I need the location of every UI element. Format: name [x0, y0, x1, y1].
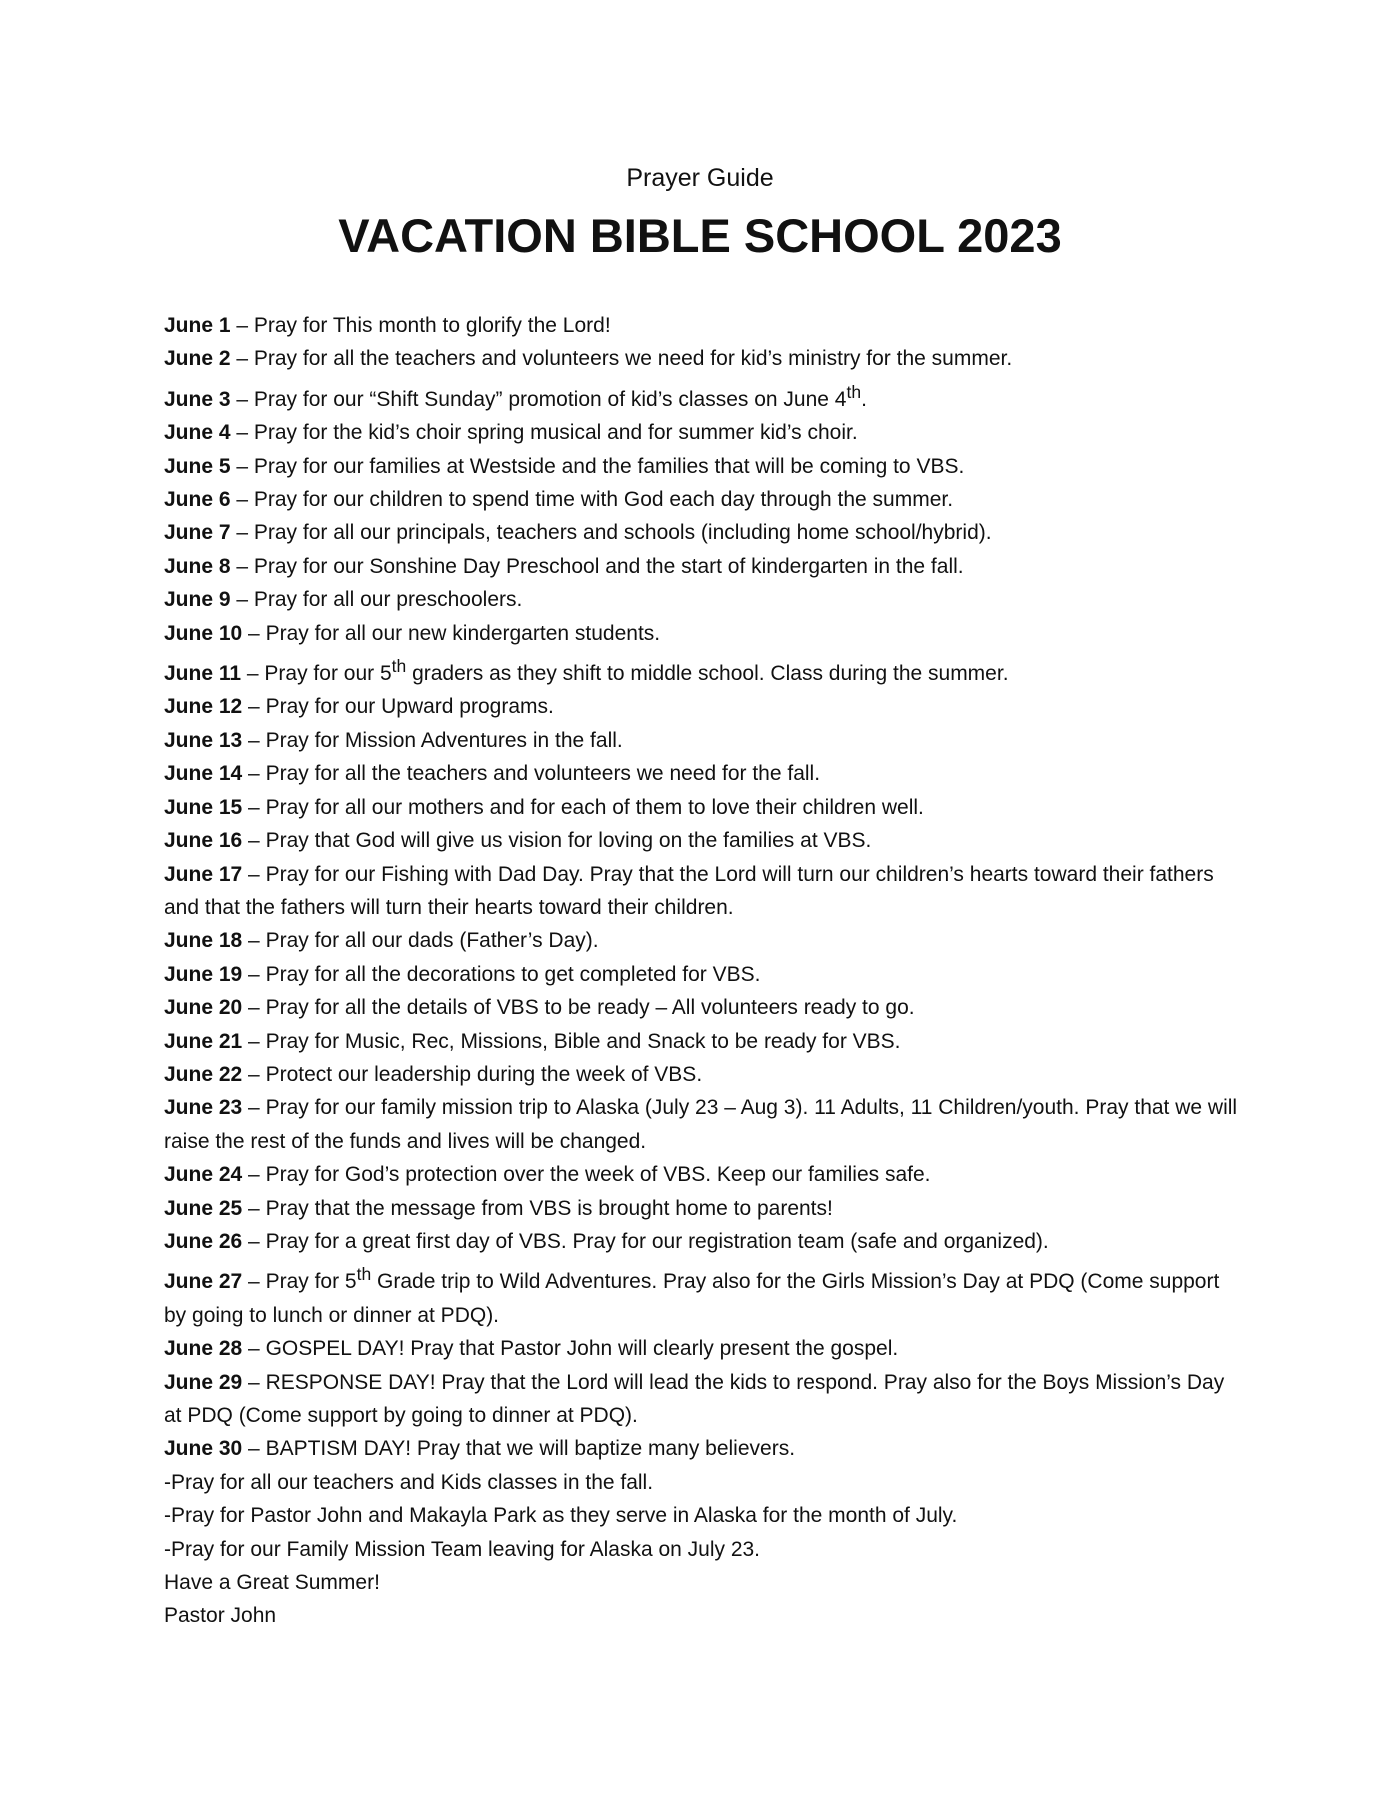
- entry-date: June 17: [164, 862, 243, 886]
- prayer-entry: [164, 858, 1244, 925]
- prayer-entry: [164, 550, 1244, 583]
- entry-date: June 27: [164, 1270, 243, 1294]
- entry-text: – Pray for all our dads (Father’s Day).: [242, 929, 599, 953]
- prayer-entry: [164, 958, 1244, 991]
- entry-text: – Pray for all our principals, teachers and schools (including home school/hybrid).: [230, 521, 992, 545]
- closing-line: Have a Great Summer!: [164, 1571, 380, 1595]
- entry-date: June 9: [164, 588, 231, 612]
- entry-date: June 19: [164, 962, 243, 986]
- entry-text: – Pray for This month to glorify the Lord!: [230, 314, 611, 337]
- entry-date: June 20: [164, 996, 243, 1020]
- entry-text: – Pray for all the teachers and volunteers we need for the fall.: [242, 762, 821, 786]
- entry-text: – Pray for our families at Westside and the families that will be coming to VBS.: [230, 454, 965, 478]
- prayer-entry: [164, 376, 1244, 416]
- prayer-list: [164, 309, 1244, 1633]
- prayer-entry: [164, 1332, 1244, 1365]
- document-subtitle: Prayer Guide: [626, 164, 774, 192]
- entry-date: June 2: [164, 347, 231, 371]
- prayer-entry: [164, 791, 1244, 824]
- daily-entries: [164, 309, 1244, 1466]
- entry-date: June 30: [164, 1437, 243, 1461]
- prayer-entry: [164, 1432, 1244, 1465]
- prayer-entry: [164, 724, 1244, 757]
- entry-text: – Pray for our Sonshine Day Preschool and the start of kindergarten in the fall.: [230, 554, 964, 578]
- prayer-entry: [164, 309, 1244, 342]
- entry-text: – RESPONSE DAY! Pray that the Lord will lead the kids to respond. Pray also for the Boys Mission’s Day at PDQ (Come support by going to dinner at PDQ).: [164, 1370, 1225, 1427]
- entry-date: June 15: [164, 795, 243, 819]
- prayer-entry: [164, 991, 1244, 1024]
- prayer-entry: [164, 516, 1244, 549]
- entry-text: – Pray for Mission Adventures in the fall.: [242, 728, 623, 752]
- entry-date: June 26: [164, 1229, 243, 1253]
- entry-date: June 13: [164, 728, 243, 752]
- entry-date: June 1: [164, 314, 231, 337]
- entry-date: June 29: [164, 1370, 243, 1394]
- entry-text: – Pray for our 5: [241, 662, 392, 686]
- prayer-note: -Pray for all our teachers and Kids classes in the fall.: [164, 1470, 654, 1494]
- entry-text: – Pray that the message from VBS is brought home to parents!: [242, 1196, 833, 1220]
- entry-date: June 25: [164, 1196, 243, 1220]
- entry-text: – Pray for God’s protection over the week of VBS. Keep our families safe.: [242, 1163, 931, 1187]
- entry-date: June 6: [164, 488, 231, 512]
- prayer-entry: [164, 1091, 1244, 1158]
- entry-text: – Pray for all our new kindergarten students.: [242, 621, 661, 645]
- entry-date: June 4: [164, 421, 231, 445]
- prayer-entry: [164, 1258, 1244, 1332]
- prayer-entry: [164, 342, 1244, 375]
- ordinal-suffix: th: [356, 1264, 372, 1285]
- entry-text: – Pray for Music, Rec, Missions, Bible and Snack to be ready for VBS.: [242, 1029, 901, 1053]
- entry-date: June 22: [164, 1062, 243, 1086]
- entry-date: June 14: [164, 762, 243, 786]
- entry-date: June 8: [164, 554, 231, 578]
- entry-text: – Pray for all the decorations to get completed for VBS.: [242, 962, 761, 986]
- prayer-entry: [164, 1366, 1244, 1433]
- prayer-entry: [164, 1158, 1244, 1191]
- prayer-entry: [164, 650, 1244, 690]
- prayer-entry: [164, 1192, 1244, 1225]
- entry-text: – Pray for our Fishing with Dad Day. Pray that the Lord will turn our children’s hearts toward their fathers and that the fathers will turn their hearts toward their children.: [164, 862, 1214, 919]
- signature: Pastor John: [164, 1604, 277, 1628]
- entry-date: June 3: [164, 387, 231, 411]
- ordinal-suffix: th: [846, 381, 862, 402]
- entry-date: June 24: [164, 1163, 243, 1187]
- prayer-entry: [164, 690, 1244, 723]
- entry-date: June 18: [164, 929, 243, 953]
- prayer-entry: [164, 1225, 1244, 1258]
- prayer-note: -Pray for our Family Mission Team leaving for Alaska on July 23.: [164, 1537, 761, 1561]
- entry-text: – Pray for all the teachers and volunteers we need for kid’s ministry for the summer.: [230, 347, 1013, 371]
- entry-text: – Pray for our Upward programs.: [242, 695, 554, 719]
- entry-date: June 5: [164, 454, 231, 478]
- document-title: VACATION BIBLE SCHOOL 2023: [338, 209, 1062, 262]
- entry-text: – Pray for our family mission trip to Alaska (July 23 – Aug 3). 11 Adults, 11 Children/youth. Pray that we will raise the rest of the funds and lives will be changed.: [164, 1096, 1238, 1153]
- entry-text: – Pray for all our mothers and for each of them to love their children well.: [242, 795, 924, 819]
- entry-text-continued: graders as they shift to middle school. Class during the summer.: [406, 662, 1009, 686]
- prayer-entry: [164, 450, 1244, 483]
- entry-text: – Pray for a great first day of VBS. Pray for our registration team (safe and organized).: [242, 1229, 1049, 1253]
- entry-text: – Pray for 5: [242, 1270, 357, 1294]
- prayer-entry: [164, 1025, 1244, 1058]
- prayer-entry: [164, 416, 1244, 449]
- prayer-entry: [164, 583, 1244, 616]
- prayer-entry: [164, 924, 1244, 957]
- entry-date: June 10: [164, 621, 243, 645]
- entry-text: – Pray for the kid’s choir spring musical and for summer kid’s choir.: [230, 421, 858, 445]
- entry-text: – Pray for all the details of VBS to be ready – All volunteers ready to go.: [242, 996, 915, 1020]
- entry-date: June 11: [164, 662, 242, 686]
- prayer-entry: [164, 617, 1244, 650]
- entry-text: – BAPTISM DAY! Pray that we will baptize many believers.: [242, 1437, 796, 1461]
- entry-date: June 23: [164, 1096, 243, 1120]
- entry-date: June 21: [164, 1029, 243, 1053]
- entry-text: – Protect our leadership during the week of VBS.: [242, 1062, 703, 1086]
- entry-text: – Pray for our “Shift Sunday” promotion of kid’s classes on June 4: [230, 387, 847, 411]
- prayer-entry: [164, 1058, 1244, 1091]
- entry-text-continued: .: [861, 387, 867, 411]
- entry-text: – GOSPEL DAY! Pray that Pastor John will clearly present the gospel.: [242, 1337, 899, 1361]
- entry-date: June 16: [164, 829, 243, 853]
- entry-date: June 7: [164, 521, 231, 545]
- entry-text-continued: Grade trip to Wild Adventures. Pray also for the Girls Mission’s Day at PDQ (Come support by going to lunch or dinner at PDQ).: [164, 1270, 1220, 1327]
- ordinal-suffix: th: [391, 656, 407, 677]
- entry-text: – Pray for our children to spend time with God each day through the summer.: [230, 488, 954, 512]
- prayer-entry: [164, 483, 1244, 516]
- prayer-note: -Pray for Pastor John and Makayla Park as they serve in Alaska for the month of July.: [164, 1504, 958, 1528]
- entry-text: – Pray that God will give us vision for loving on the families at VBS.: [242, 829, 872, 853]
- entry-date: June 28: [164, 1337, 243, 1361]
- entry-date: June 12: [164, 695, 243, 719]
- entry-text: – Pray for all our preschoolers.: [230, 588, 523, 612]
- prayer-entry: [164, 824, 1244, 857]
- prayer-entry: [164, 757, 1244, 790]
